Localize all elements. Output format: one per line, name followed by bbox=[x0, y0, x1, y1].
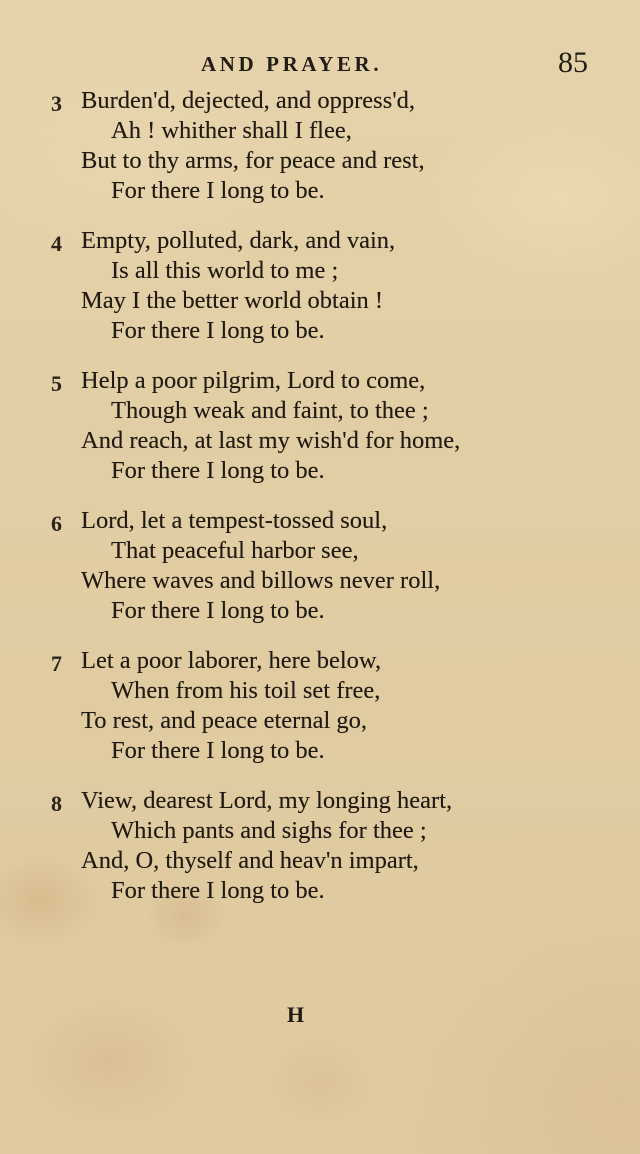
verse-line: That peaceful harbor see, bbox=[111, 537, 359, 564]
verse-refrain: For there I long to be. bbox=[111, 317, 325, 344]
stanza-number: 5 bbox=[51, 371, 62, 396]
stanza-number: 6 bbox=[51, 511, 62, 536]
verse-line: But to thy arms, for peace and rest, bbox=[81, 147, 425, 174]
verse-line: Which pants and sighs for thee ; bbox=[111, 817, 427, 844]
stanza bbox=[0, 506, 640, 646]
verse-refrain: For there I long to be. bbox=[111, 457, 325, 484]
verse-refrain: For there I long to be. bbox=[111, 877, 325, 904]
verse-line: And, O, thyself and heav'n impart, bbox=[81, 847, 419, 874]
verse-line: Lord, let a tempest-tossed soul, bbox=[81, 507, 388, 534]
running-title: AND PRAYER. bbox=[201, 52, 383, 76]
verse-line: Burden'd, dejected, and oppress'd, bbox=[81, 87, 416, 114]
verse-line: To rest, and peace eternal go, bbox=[81, 707, 368, 734]
stanza-number: 8 bbox=[51, 791, 62, 816]
verse-line: Ah ! whither shall I flee, bbox=[111, 117, 352, 144]
running-head bbox=[0, 46, 640, 86]
verse-line: Where waves and billows never roll, bbox=[81, 567, 441, 594]
verse-line: And reach, at last my wish'd for home, bbox=[81, 427, 461, 454]
verse-refrain: For there I long to be. bbox=[111, 597, 325, 624]
verse-line: When from his toil set free, bbox=[111, 677, 381, 704]
verse-refrain: For there I long to be. bbox=[111, 737, 325, 764]
verse-line: Empty, polluted, dark, and vain, bbox=[81, 227, 396, 254]
stanza-number: 3 bbox=[51, 91, 62, 116]
stanza bbox=[0, 226, 640, 366]
signature-mark: H bbox=[287, 1002, 305, 1027]
verse-line: View, dearest Lord, my longing heart, bbox=[81, 787, 453, 814]
hymn-text bbox=[0, 86, 640, 926]
stanza bbox=[0, 646, 640, 786]
verse-refrain: For there I long to be. bbox=[111, 177, 325, 204]
verse-line: May I the better world obtain ! bbox=[81, 287, 384, 314]
stanza bbox=[0, 86, 640, 226]
stanza bbox=[0, 786, 640, 926]
stanza bbox=[0, 366, 640, 506]
verse-line: Is all this world to me ; bbox=[111, 257, 339, 284]
verse-line: Though weak and faint, to thee ; bbox=[111, 397, 429, 424]
verse-line: Let a poor laborer, here below, bbox=[81, 647, 382, 674]
page-number: 85 bbox=[558, 46, 588, 79]
verse-line: Help a poor pilgrim, Lord to come, bbox=[81, 367, 426, 394]
stanza-number: 4 bbox=[51, 231, 62, 256]
stanza-number: 7 bbox=[51, 651, 62, 676]
